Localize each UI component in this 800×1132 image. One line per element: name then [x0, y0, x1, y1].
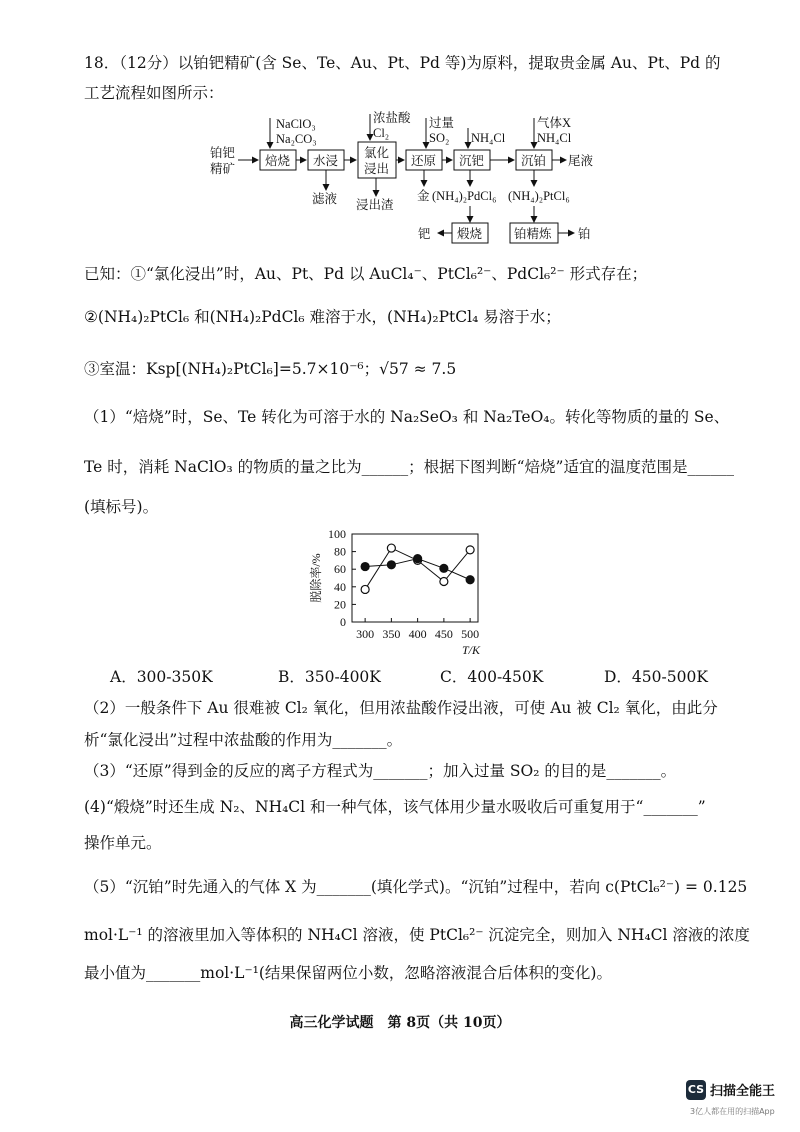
q2-line1: （2）一般条件下 Au 很难被 Cl₂ 氧化，但用浓盐酸作浸出液，可使 Au 被 Cl₂ 氧化，由此分	[84, 699, 718, 717]
reagent-excess: 过量	[429, 116, 455, 130]
reagent-na2co3: Na₂CO₃	[276, 132, 317, 146]
point-filled-2	[414, 555, 422, 563]
reagent-so2: SO₂	[429, 131, 450, 145]
x-tick-label-0: 300	[356, 627, 375, 641]
scanner-app-name: 扫描全能王	[710, 1084, 776, 1099]
point-open-1	[387, 544, 395, 552]
step-chlorination-1: 氯化	[364, 146, 390, 160]
output-gold: 金	[417, 189, 430, 203]
page-footer: 高三化学试题 第 8页（共 10页）	[289, 1015, 511, 1031]
known-2: ②(NH₄)₂PtCl₆ 和(NH₄)₂PdCl₆ 难溶于水，(NH₄)₂PtCl₄ 易溶于水；	[84, 308, 561, 326]
step-water-leach: 水浸	[313, 154, 339, 168]
point-filled-1	[387, 561, 395, 569]
x-tick-label-1: 350	[382, 627, 401, 641]
step-roast: 焙烧	[265, 154, 291, 168]
step-chlorination-2: 浸出	[364, 162, 390, 176]
option-c: C．400-450K	[440, 668, 544, 686]
chart-xlabel: T/K	[462, 643, 481, 657]
x-tick-label-2: 400	[408, 627, 427, 641]
reagent-nh4cl-2: NH₄Cl	[537, 131, 572, 145]
q5-line2: mol·L⁻¹ 的溶液里加入等体积的 NH₄Cl 溶液，使 PtCl₆²⁻ 沉淀完全，则加入 NH₄Cl 溶液的浓度	[84, 926, 750, 944]
q3-line1: （3）“还原”得到金的反应的离子方程式为_______；加入过量 SO₂ 的目的是_______。	[84, 762, 677, 780]
known-3: ③室温：Ksp[(NH₄)₂PtCl₆]=5.7×10⁻⁶；√57 ≈ 7.5	[84, 360, 457, 378]
removal-rate-chart	[300, 526, 520, 666]
y-tick-label-5: 100	[328, 527, 346, 541]
x-tick-label-4: 500	[461, 627, 480, 641]
scanner-app-tagline: 3亿人都在用的扫描App	[690, 1107, 775, 1116]
q1-line1: （1）“焙烧”时，Se、Te 转化为可溶于水的 Na₂SeO₃ 和 Na₂TeO₄。转化等物质的量的 Se、	[84, 408, 730, 426]
x-tick-label-3: 450	[434, 627, 453, 641]
chart-ylabel: 脱除率/%	[309, 553, 323, 603]
point-open-0	[361, 585, 369, 593]
question-intro-line2: 工艺流程如图所示：	[84, 84, 224, 102]
q4-line1: (4)“煅烧”时还生成 N₂、NH₄Cl 和一种气体，该气体用少量水吸收后可重复用于“_______”	[84, 798, 706, 816]
y-tick-label-2: 40	[334, 579, 346, 594]
point-open-4	[466, 546, 474, 554]
process-flow-diagram	[0, 110, 800, 255]
reagent-gas-x: 气体X	[537, 116, 572, 130]
output-nh4-2-ptcl6: (NH₄)₂PtCl₆	[508, 189, 570, 203]
y-tick-label-4: 80	[334, 544, 346, 559]
output-nh4-2-pdcl6: (NH₄)₂PdCl₆	[432, 189, 497, 203]
q4-line2: 操作单元。	[84, 834, 162, 852]
output-filtrate: 滤液	[312, 192, 338, 206]
question-intro-line1: 18．（12分）以铂钯精矿(含 Se、Te、Au、Pt、Pd 等)为原料，提取贵金属 Au、Pt、Pd 的	[84, 54, 721, 72]
step-pd-precip: 沉钯	[459, 154, 485, 168]
q1-line3: (填标号)。	[84, 498, 159, 516]
output-platinum: 铂	[578, 227, 591, 241]
y-tick-label-3: 60	[334, 562, 346, 577]
q1-line2: Te 时，消耗 NaClO₃ 的物质的量之比为______；根据下图判断“焙烧”适宜的温度范围是______	[84, 458, 734, 476]
step-calcination: 煅烧	[457, 227, 483, 241]
output-tail-liquid: 尾液	[568, 154, 594, 168]
reagent-naclo3: NaClO₃	[276, 117, 316, 131]
step-reduction: 还原	[411, 154, 437, 168]
reagent-nh4cl-1: NH₄Cl	[471, 131, 506, 145]
output-leach-residue: 浸出渣	[356, 198, 394, 212]
y-tick-label-1: 20	[334, 597, 346, 612]
point-filled-0	[361, 563, 369, 571]
q5-line3: 最小值为_______mol·L⁻¹(结果保留两位小数，忽略溶液混合后体积的变化)。	[84, 964, 612, 982]
step-pt-precip: 沉铂	[521, 154, 547, 168]
reagent-cl2: Cl₂	[373, 126, 390, 140]
point-open-3	[440, 578, 448, 586]
cs-logo-icon: CS	[686, 1080, 706, 1100]
q2-line2: 析“氯化浸出”过程中浓盐酸的作用为_______。	[84, 731, 403, 749]
chart-frame	[352, 534, 478, 622]
q5-line1: （5）“沉铂”时先通入的气体 X 为_______(填化学式)。“沉铂”过程中，若向 c(PtCl₆²⁻) = 0.125	[84, 878, 748, 896]
output-palladium: 钯	[418, 227, 431, 241]
reagent-conc-hcl: 浓盐酸	[373, 111, 411, 125]
flow-start-1: 铂钯	[210, 146, 236, 160]
y-tick-label-0: 0	[340, 615, 346, 629]
step-pt-refining: 铂精炼	[514, 227, 552, 241]
option-b: B．350-400K	[278, 668, 381, 686]
point-filled-4	[466, 576, 474, 584]
option-a: A．300-350K	[110, 668, 213, 686]
known-1: 已知：①“氯化浸出”时，Au、Pt、Pd 以 AuCl₄⁻、PtCl₆²⁻、PdCl₆²⁻ 形式存在；	[84, 265, 648, 283]
flow-start-2: 精矿	[210, 162, 236, 176]
option-d: D．450-500K	[604, 668, 708, 686]
point-filled-3	[440, 564, 448, 572]
